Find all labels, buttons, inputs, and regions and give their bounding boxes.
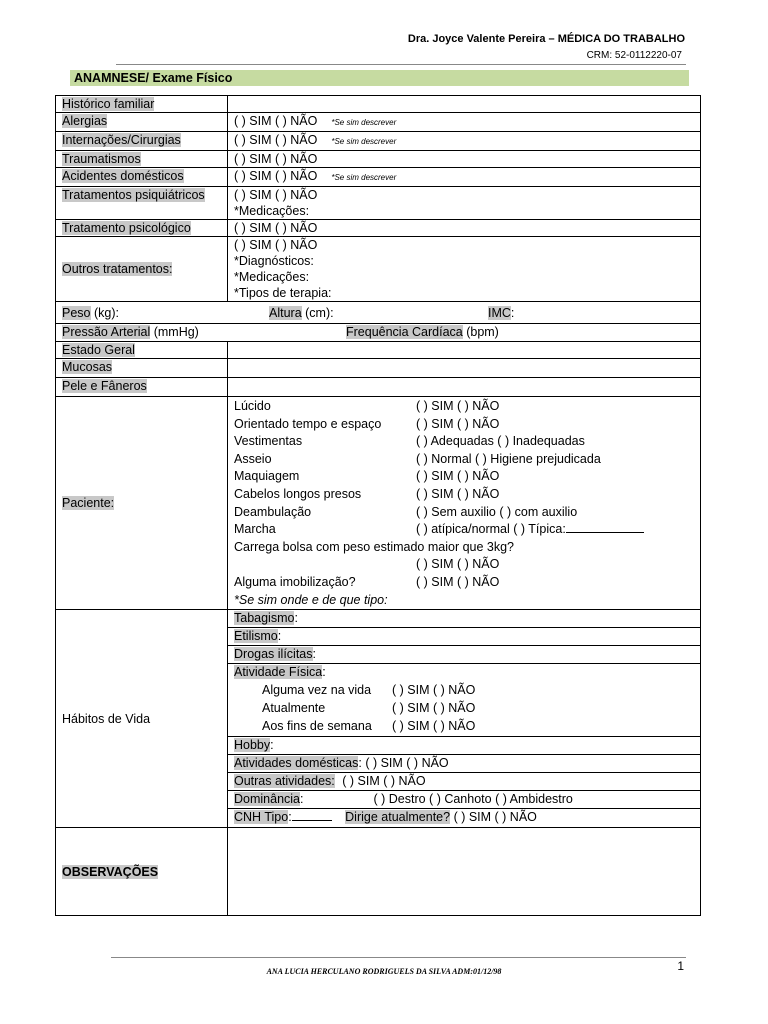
field-pele[interactable] [228, 378, 701, 397]
habito-dominancia[interactable]: Dominância: ( ) Destro ( ) Canhoto ( ) Ambidestro [228, 791, 700, 809]
footer-rule [111, 957, 686, 958]
label-observacoes: OBSERVAÇÕES [56, 828, 228, 916]
field-observacoes[interactable] [228, 828, 701, 916]
label-trat-psico: Tratamento psicológico [56, 220, 228, 237]
habito-atividade[interactable]: Atividade Física: Alguma vez na vida ( ) SIM ( ) NÃO Atualmente ( ) SIM ( ) NÃO Aos fins de semana ( ) SIM ( ) NÃO [228, 664, 700, 737]
label-internacoes: Internações/Cirurgias [56, 132, 228, 151]
field-paciente[interactable] [228, 397, 701, 610]
field-acidentes[interactable]: ( ) SIM ( ) NÃO *Se sim descrever [228, 168, 701, 187]
label-traumatismos: Traumatismos [56, 151, 228, 168]
anamnese-form [55, 95, 701, 916]
field-mucosas[interactable] [228, 359, 701, 378]
label-estado: Estado Geral [56, 342, 228, 359]
habito-ativ-dom[interactable]: Atividades domésticas: ( ) SIM ( ) NÃO [228, 755, 700, 773]
field-outros[interactable]: ( ) SIM ( ) NÃO *Diagnósticos: *Medicações: *Tipos de terapia: [228, 237, 701, 302]
label-imc: IMC [488, 305, 511, 320]
doctor-name: Dra. Joyce Valente Pereira – MÉDICA DO TRABALHO [407, 33, 685, 45]
field-habitos[interactable] [228, 610, 701, 828]
blank-line [292, 809, 332, 821]
section-title: ANAMNESE/ Exame Físico [70, 70, 689, 86]
label-altura: Altura [269, 305, 302, 320]
field-trat-psico[interactable]: ( ) SIM ( ) NÃO [228, 220, 701, 237]
paciente-item: Orientado tempo e espaço ( ) SIM ( ) NÃO [234, 416, 500, 431]
paciente-item: Asseio ( ) Normal ( ) Higiene prejudicada [234, 451, 601, 466]
field-estado[interactable] [228, 342, 701, 359]
label-paciente: Paciente: [56, 397, 228, 610]
habito-hobby[interactable]: Hobby: [228, 737, 700, 755]
field-alergias[interactable]: ( ) SIM ( ) NÃO *Se sim descrever [228, 113, 701, 132]
paciente-item: Marcha ( ) atípica/normal ( ) Típica: [234, 521, 694, 539]
paciente-item: Vestimentas ( ) Adequadas ( ) Inadequadas [234, 434, 585, 449]
page-number: 1 [677, 959, 684, 973]
row-pressao-freq[interactable]: Pressão Arterial (mmHg) Frequência Cardíaca (bpm) [56, 324, 701, 342]
habito-cnh[interactable]: CNH Tipo: Dirige atualmente? ( ) SIM ( ) NÃO [234, 810, 537, 825]
crm-number: CRM: 52-0112220-07 [586, 50, 682, 61]
paciente-note: *Se sim onde e de que tipo: [234, 592, 388, 607]
label-outros: Outros tratamentos: [56, 237, 228, 302]
habito-tabagismo[interactable]: Tabagismo: [228, 610, 700, 628]
label-alergias: Alergias [56, 113, 228, 132]
habito-etilismo[interactable]: Etilismo: [228, 628, 700, 646]
row-peso-altura-imc[interactable]: Peso (kg): Altura (cm): IMC: [56, 302, 701, 324]
paciente-bolsa: Carrega bolsa com peso estimado maior que 3kg? [234, 539, 515, 554]
paciente-imob: Alguma imobilização? ( ) SIM ( ) NÃO [234, 574, 500, 589]
label-trat-psiq: Tratamentos psiquiátricos [56, 187, 228, 220]
label-acidentes: Acidentes domésticos [56, 168, 228, 187]
label-freq: Frequência Cardíaca [346, 325, 463, 339]
paciente-item: Lúcido ( ) SIM ( ) NÃO [234, 399, 500, 413]
paciente-item: Deambulação ( ) Sem auxilio ( ) com auxilio [234, 504, 578, 519]
paciente-bolsa-opt: ( ) SIM ( ) NÃO [416, 557, 500, 572]
habito-drogas[interactable]: Drogas ilícitas: [228, 646, 700, 664]
field-trat-psiq[interactable]: ( ) SIM ( ) NÃO *Medicações: [228, 187, 701, 220]
label-habitos: Hábitos de Vida [56, 610, 228, 828]
field-traumatismos[interactable]: ( ) SIM ( ) NÃO [228, 151, 701, 168]
footer-text: ANA LUCIA HERCULANO RODRIGUELS DA SILVA ADM:01/12/98 [266, 967, 502, 976]
habito-outras[interactable]: Outras atividades: ( ) SIM ( ) NÃO [228, 773, 700, 791]
label-historico: Histórico familiar [56, 96, 228, 113]
paciente-item: Maquiagem ( ) SIM ( ) NÃO [234, 469, 500, 484]
header-rule [116, 64, 686, 65]
label-mucosas: Mucosas [56, 359, 228, 378]
label-pressao: Pressão Arterial [62, 325, 151, 339]
field-historico[interactable] [228, 96, 701, 113]
field-internacoes[interactable]: ( ) SIM ( ) NÃO *Se sim descrever [228, 132, 701, 151]
label-peso: Peso [62, 305, 91, 320]
label-pele: Pele e Fâneros [56, 378, 228, 397]
blank-line [566, 521, 644, 533]
paciente-item: Cabelos longos presos ( ) SIM ( ) NÃO [234, 486, 500, 501]
